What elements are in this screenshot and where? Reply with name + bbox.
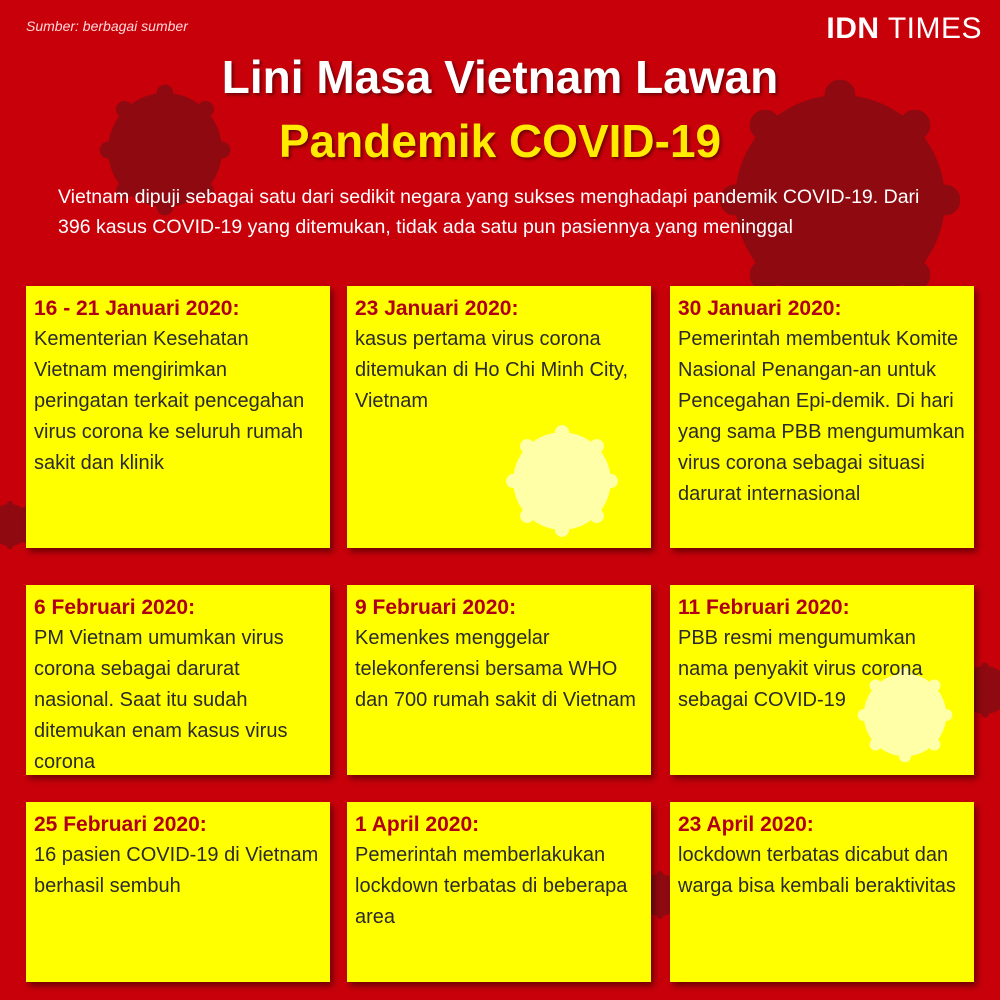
timeline-text: Kementerian Kesehatan Vietnam mengirimkan peringatan terkait pencegahan virus corona ke seluruh rumah sakit dan klinik — [34, 328, 305, 474]
timeline-card — [670, 286, 974, 548]
timeline-card — [26, 286, 330, 548]
idn-times-logo: IDN TIMES — [826, 12, 982, 45]
timeline-card — [347, 802, 651, 982]
timeline-date: 23 Januari 2020: — [355, 297, 519, 320]
timeline-text: 16 pasien COVID-19 di Vietnam berhasil sembuh — [34, 844, 319, 897]
timeline-date: 16 - 21 Januari 2020: — [34, 297, 240, 320]
timeline-date: 6 Februari 2020: — [34, 596, 196, 619]
timeline-card — [26, 585, 330, 775]
timeline-date: 23 April 2020: — [678, 813, 814, 836]
timeline-date: 25 Februari 2020: — [34, 813, 207, 836]
source-note: Sumber: berbagai sumber — [26, 18, 188, 34]
timeline-card — [347, 286, 651, 548]
timeline-text: Pemerintah membentuk Komite Nasional Penangan-an untuk Pencegahan Epi-demik. Di hari yang sama PBB mengumumkan virus corona sebagai situasi darurat internasional — [678, 328, 965, 505]
page-title-line1: Lini Masa Vietnam Lawan — [221, 51, 779, 103]
timeline-text: Kemenkes menggelar telekonferensi bersama WHO dan 700 rumah sakit di Vietnam — [355, 627, 636, 711]
timeline-date: 11 Februari 2020: — [678, 596, 850, 619]
timeline-card — [26, 802, 330, 982]
timeline-text: PBB resmi mengumumkan nama penyakit virus corona sebagai COVID-19 — [678, 627, 923, 711]
timeline-text: kasus pertama virus corona ditemukan di Ho Chi Minh City, Vietnam — [355, 328, 629, 412]
timeline-text: PM Vietnam umumkan virus corona sebagai darurat nasional. Saat itu sudah ditemukan enam kasus virus corona — [34, 627, 288, 773]
intro-paragraph: Vietnam dipuji sebagai satu dari sedikit negara yang sukses menghadapi pandemik COVID-19. Dari 396 kasus COVID-19 yang ditemukan, tidak ada satu pun pasiennya yang meninggal — [58, 186, 920, 238]
timeline-date: 30 Januari 2020: — [678, 297, 842, 320]
timeline-card — [670, 585, 974, 775]
timeline-text: lockdown terbatas dicabut dan warga bisa kembali beraktivitas — [678, 844, 956, 897]
timeline-date: 1 April 2020: — [355, 813, 480, 836]
timeline-card — [670, 802, 974, 982]
timeline-text: Pemerintah memberlakukan lockdown terbatas di beberapa area — [355, 844, 628, 928]
page-title-line2: Pandemik COVID-19 — [278, 115, 722, 167]
virus-watermark-icon — [497, 416, 627, 546]
timeline-card — [347, 585, 651, 775]
timeline-date: 9 Februari 2020: — [355, 596, 517, 619]
